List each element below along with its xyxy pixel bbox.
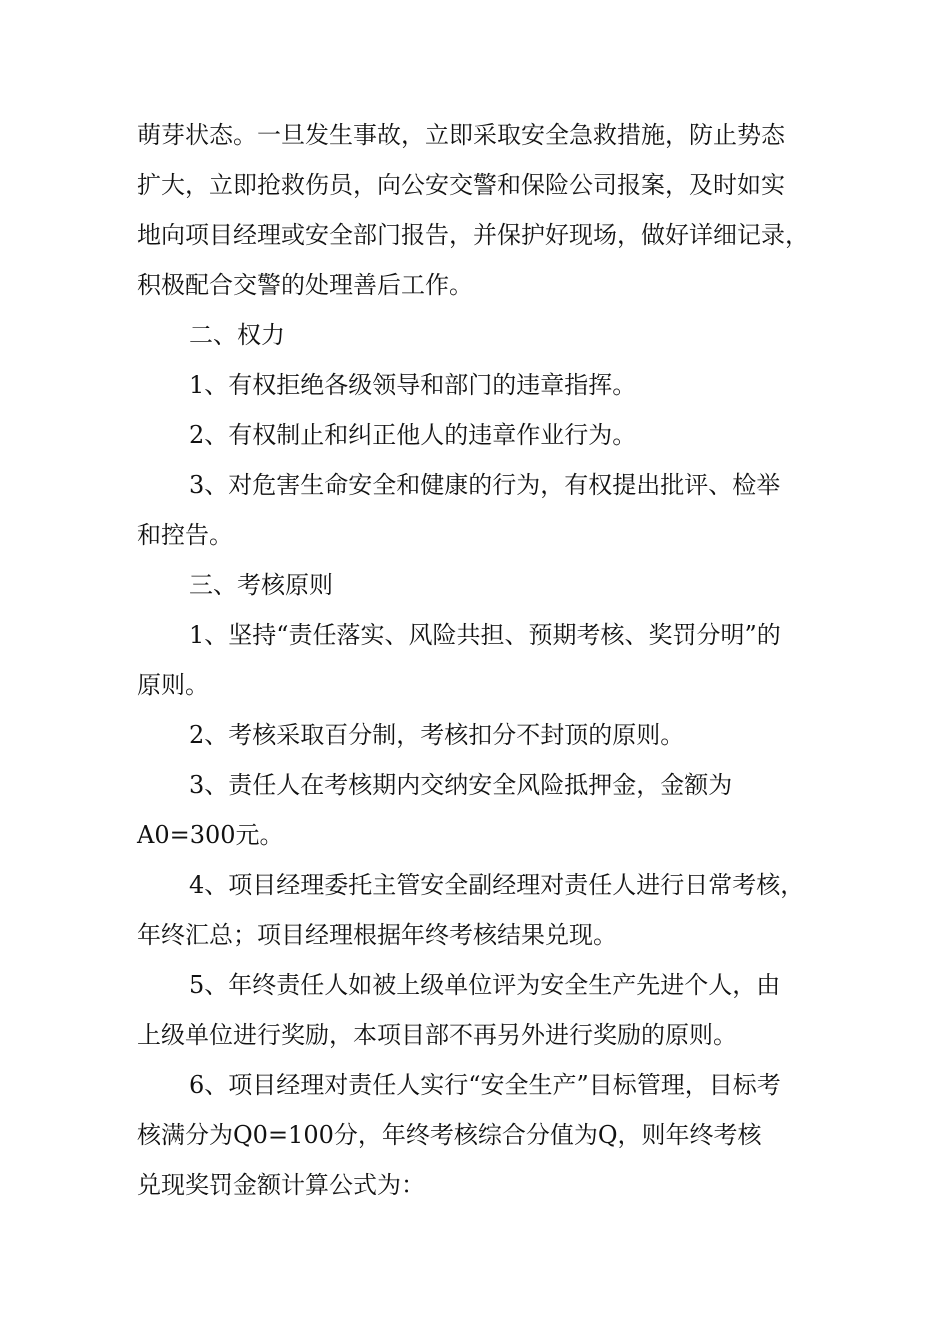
paragraph-accident-response xyxy=(137,110,837,310)
rule-item-2: 2、考核采取百分制，考核扣分不封顶的原则。 xyxy=(189,721,685,749)
text-line: 和控告。 xyxy=(137,521,233,549)
text-line: 兑现奖罚金额计算公式为： xyxy=(137,1171,425,1199)
text-line: 核满分为Q0=100分，年终考核综合分值为Q，则年终考核 xyxy=(137,1121,762,1149)
text-line: 1、坚持“责任落实、风险共担、预期考核、奖罚分明”的 xyxy=(189,621,781,649)
text-line: 原则。 xyxy=(137,671,209,699)
rights-item-3 xyxy=(137,460,837,560)
section-heading-assessment: 三、考核原则 xyxy=(189,571,333,599)
rights-item-2: 2、有权制止和纠正他人的违章作业行为。 xyxy=(189,421,637,449)
text-line: 扩大，立即抢救伤员，向公安交警和保险公司报案，及时如实 xyxy=(137,171,785,199)
section-heading-rights: 二、权力 xyxy=(189,321,285,349)
text-line: 6、项目经理对责任人实行“安全生产”目标管理，目标考 xyxy=(189,1071,781,1099)
rule-item-5 xyxy=(137,960,837,1060)
text-line: 3、责任人在考核期内交纳安全风险抵押金，金额为 xyxy=(189,771,733,799)
text-line: 3、对危害生命安全和健康的行为，有权提出批评、检举 xyxy=(189,471,781,499)
text-line: 地向项目经理或安全部门报告，并保护好现场，做好详细记录， xyxy=(137,221,809,249)
text-line: 上级单位进行奖励，本项目部不再另外进行奖励的原则。 xyxy=(137,1021,737,1049)
text-line: 积极配合交警的处理善后工作。 xyxy=(137,271,473,299)
rights-item-1: 1、有权拒绝各级领导和部门的违章指挥。 xyxy=(189,371,637,399)
text-line: 萌芽状态。一旦发生事故，立即采取安全急救措施，防止势态 xyxy=(137,121,785,149)
rule-item-3 xyxy=(137,760,837,860)
text-line: 4、项目经理委托主管安全副经理对责任人进行日常考核， xyxy=(189,871,805,899)
text-line: 年终汇总；项目经理根据年终考核结果兑现。 xyxy=(137,921,617,949)
rule-item-6 xyxy=(137,1060,837,1210)
text-line: A0=300元。 xyxy=(137,821,284,849)
text-line: 5、年终责任人如被上级单位评为安全生产先进个人，由 xyxy=(189,971,781,999)
rule-item-4 xyxy=(137,860,837,960)
document-body xyxy=(137,110,837,1210)
rule-item-1 xyxy=(137,610,837,710)
